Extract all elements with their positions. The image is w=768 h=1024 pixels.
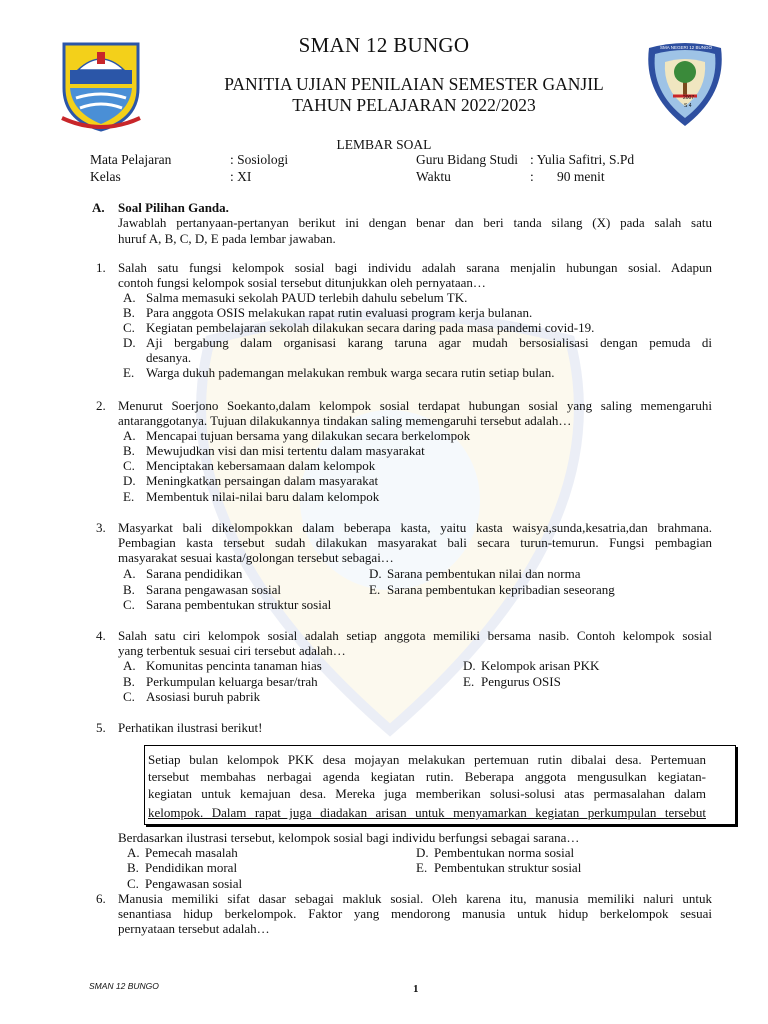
illustration-line: kegiatan untuk kemajuan desa. Mereka juga memberikan solusi-solusi atas permasalahan dalam [148, 786, 706, 801]
option-letter: B. [123, 443, 135, 458]
option-text: Salma memasuki sekolah PAUD terlebih dahulu sebelum TK. [146, 290, 468, 305]
question-text: yang terbentuk sesuai ciri tersebut adalah… [118, 643, 346, 658]
option-letter: E. [463, 674, 475, 689]
right-logo-year: 2007 [683, 95, 695, 101]
right-logo-ring-text: SMA NEGERI 12 BUNGO [659, 45, 712, 50]
option-text: Para anggota OSIS melakukan rapat rutin evaluasi program kerja bulanan. [146, 305, 533, 320]
question-number: 2. [96, 398, 106, 413]
option-text: Pembentukan struktur sosial [434, 860, 582, 875]
page-number: 1 [413, 983, 419, 995]
illustration-line: kelompok. Dalam rapat juga diadakan arisan untuk menyamarkan kegiatan perkumpulan tersebut [148, 805, 706, 820]
option-letter: A. [123, 566, 136, 581]
illustration-line: Setiap bulan kelompok PKK desa mojayan melakukan pertemuan rutin dibalai desa. Pertemuan [148, 752, 706, 767]
section-marker: A. [92, 200, 105, 215]
option-letter: E. [416, 860, 428, 875]
option-letter: D. [123, 335, 136, 350]
academic-year: TAHUN PELAJARAN 2022/2023 [292, 95, 536, 115]
question-text: pernyataan tersebut adalah… [118, 921, 270, 936]
option-letter: C. [123, 597, 135, 612]
option-letter: B. [123, 582, 135, 597]
section-title: Soal Pilihan Ganda. [118, 200, 229, 215]
question-text: Masyarkat bali dikelompokkan dalam beberapa kasta, yaitu kasta waisya,sunda,kesatria,dan brahmana. [118, 520, 712, 535]
question-text: Pembagian kasta tersebut sudah dilakukan masyarakat bali secara turun-temurun. Fungsi pembagian [118, 535, 712, 550]
option-letter: D. [463, 658, 476, 673]
right-logo-code: S 4 [684, 103, 692, 109]
option-letter: C. [123, 458, 135, 473]
question-text: masyarakat sesuai kasta/golongan tersebut sebagai… [118, 550, 394, 565]
option-text: Pengawasan sosial [145, 876, 243, 891]
option-text: Sarana pengawasan sosial [146, 582, 282, 597]
footer-school: SMAN 12 BUNGO [89, 981, 159, 991]
option-letter: A. [127, 845, 140, 860]
option-letter: B. [123, 305, 135, 320]
option-text: Membentuk nilai-nilai baru dalam kelompok [146, 489, 380, 504]
option-text: Meningkatkan persaingan dalam masyarakat [146, 473, 379, 488]
option-letter: B. [127, 860, 139, 875]
option-letter: E. [123, 365, 135, 380]
class-label: Kelas [90, 169, 121, 184]
option-letter: D. [123, 473, 136, 488]
option-letter: E. [123, 489, 135, 504]
option-text: Menciptakan kebersamaan dalam kelompok [146, 458, 376, 473]
option-letter: E. [369, 582, 381, 597]
time-colon: : [530, 169, 534, 184]
question-number: 5. [96, 720, 106, 735]
time-value: 90 menit [557, 169, 605, 184]
option-letter: A. [123, 658, 136, 673]
question-follow-up: Berdasarkan ilustrasi tersebut, kelompok sosial bagi individu berfungsi sebagai sarana… [118, 830, 580, 845]
option-text: Sarana pembentukan nilai dan norma [387, 566, 581, 581]
option-text: Aji bergabung dalam organisasi karang taruna agar mudah bersosialisasi dengan pemuda di [146, 335, 712, 350]
option-text: Sarana pembentukan kepribadian seseorang [387, 582, 615, 597]
option-text-continued: desanya. [146, 350, 192, 365]
question-text: Manusia memiliki sifat dasar sebagai makluk sosial. Oleh karena itu, manusia memiliki naluri untuk [118, 891, 712, 906]
section-instruction-line-1: Jawablah pertanyaan-pertanyan berikut ini dengan benar dan beri tanda silang (X) pada salah satu [118, 215, 712, 230]
option-letter: C. [123, 320, 135, 335]
option-text: Pembentukan norma sosial [434, 845, 575, 860]
option-letter: D. [416, 845, 429, 860]
question-text: Salah satu fungsi kelompok sosial bagi individu adalah sarana menjalin hubungan sosial. Adapun [118, 260, 712, 275]
option-letter: B. [123, 674, 135, 689]
question-text: Menurut Soerjono Soekanto,dalam kelompok sosial terdapat hubungan sosial yang saling memengaruhi [118, 398, 712, 413]
option-text: Warga dukuh pademangan melakukan rembuk warga secara rutin setiap bulan. [146, 365, 555, 380]
option-text: Pemecah masalah [145, 845, 238, 860]
option-text: Asosiasi buruh pabrik [146, 689, 261, 704]
option-text: Sarana pendidikan [146, 566, 243, 581]
option-letter: D. [369, 566, 382, 581]
question-text: Perhatikan ilustrasi berikut! [118, 720, 263, 735]
option-text: Komunitas pencinta tanaman hias [146, 658, 322, 673]
section-instruction-line-2: huruf A, B, C, D, E pada lembar jawaban. [118, 231, 336, 246]
option-text: Perkumpulan keluarga besar/trah [146, 674, 318, 689]
option-text: Kelompok arisan PKK [481, 658, 600, 673]
option-letter: A. [123, 290, 136, 305]
question-number: 4. [96, 628, 106, 643]
option-letter: C. [127, 876, 139, 891]
question-text: antaranggotanya. Tujuan dilakukannya tindakan saling memengaruhi tersebut adalah… [118, 413, 572, 428]
teacher-label: Guru Bidang Studi [416, 152, 519, 167]
illustration-line: tersebut membahas nerbagai agenda kegiatan rutin. Beberapa anggota mengusulkan kegiatan- [148, 769, 706, 784]
option-text: Sarana pembentukan struktur sosial [146, 597, 332, 612]
question-text: contoh fungsi kelompok sosial tersebut ditunjukkan oleh pernyataan… [118, 275, 486, 290]
question-number: 1. [96, 260, 106, 275]
option-text: Kegiatan pembelajaran sekolah dilakukan secara daring pada masa pandemi covid-19. [146, 320, 595, 335]
question-text: Salah satu ciri kelompok sosial adalah setiap anggota memiliki bersama nasib. Contoh kelompok sosial [118, 628, 712, 643]
subject-value: : Sosiologi [230, 152, 289, 167]
school-name: SMAN 12 BUNGO [298, 33, 470, 57]
sheet-title: LEMBAR SOAL [336, 137, 432, 152]
option-letter: C. [123, 689, 135, 704]
question-text: senantiasa hidup berkelompok. Faktor yang mendorong manusia untuk hidup berkelompok sesuai [118, 906, 712, 921]
option-letter: A. [123, 428, 136, 443]
class-value: : XI [230, 169, 252, 184]
option-text: Mewujudkan visi dan misi tertentu dalam masyarakat [146, 443, 425, 458]
time-label: Waktu [416, 169, 451, 184]
question-number: 3. [96, 520, 106, 535]
option-text: Pendidikan moral [145, 860, 238, 875]
subject-label: Mata Pelajaran [90, 152, 172, 167]
option-text: Mencapai tujuan bersama yang dilakukan secara berkelompok [146, 428, 471, 443]
option-text: Pengurus OSIS [481, 674, 561, 689]
committee-title: PANITIA UJIAN PENILAIAN SEMESTER GANJIL [224, 74, 604, 94]
teacher-value: : Yulia Safitri, S.Pd [530, 152, 635, 167]
question-number: 6. [96, 891, 106, 906]
